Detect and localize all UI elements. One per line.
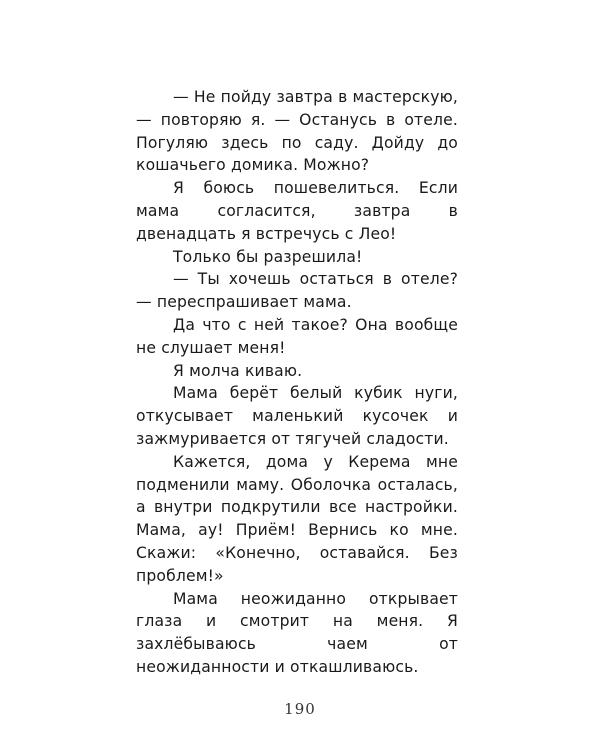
paragraph: — Ты хочешь остаться в отеле? — переспрашивает мама. [136, 270, 458, 312]
paragraph: Да что с ней такое? Она вообще не слушает меня! [136, 315, 458, 357]
paragraph: Мама неожиданно открывает глаза и смотрит на меня. Я захлёбываюсь чаем от неожиданности и откашливаюсь. [136, 589, 458, 676]
paragraph: Мама берёт белый кубик нуги, откусывает маленький кусочек и зажмуривается от тягучей сладости. [136, 384, 458, 448]
body-text [136, 86, 458, 679]
paragraph: Я молча киваю. [173, 361, 303, 380]
paragraph: Только бы разрешила! [173, 247, 363, 266]
page-number: 190 [284, 700, 316, 718]
paragraph: Я боюсь пошевелиться. Если мама согласится, завтра в двенадцать я встречусь с Лео! [136, 179, 458, 243]
paragraph: — Не пойду завтра в мастерскую, — повторяю я. — Останусь в отеле. Погуляю здесь по саду. Дойду до кошачьего домика. Можно? [136, 88, 458, 175]
paragraph: Кажется, дома у Керема мне подменили маму. Оболочка осталась, а внутри подкрутили все настройки. Мама, ау! Приём! Вернись ко мне. Скажи: «Конечно, оставайся. Без проблем!» [136, 452, 458, 585]
